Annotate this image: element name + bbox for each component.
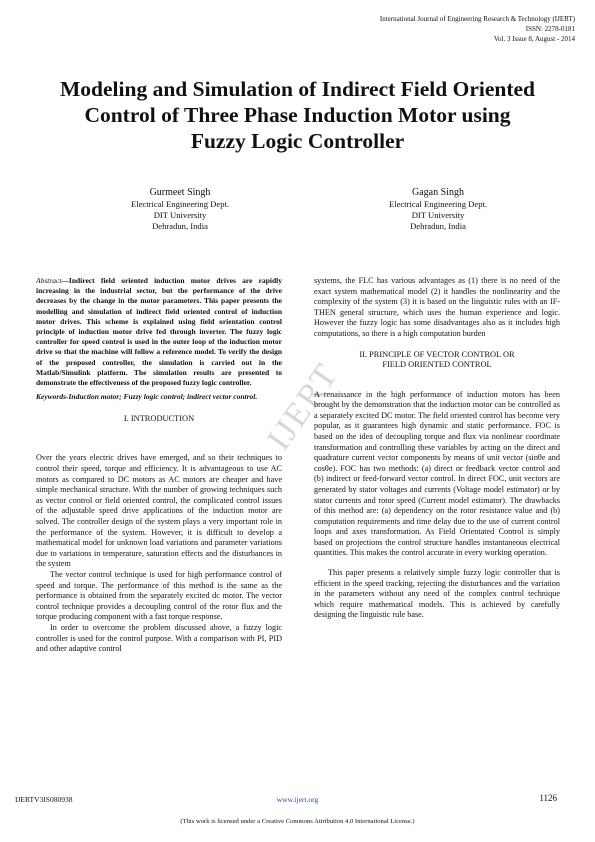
paper-id: IJERTV3IS080938 xyxy=(15,795,73,804)
author-name: Gagan Singh xyxy=(412,187,464,198)
intro-paragraph-2: The vector control technique is used for high performance control of speed and torque. The performance of this method is the same as the performance is obtained from the separately excited dc motor. The vector control technique provides a decoupling control of the rotor flux and the torque producing component with a fast torque response. xyxy=(36,569,282,622)
left-column xyxy=(36,276,282,655)
section-heading-introduction: I. INTRODUCTION xyxy=(123,414,195,424)
volume-issue: Vol. 3 Issue 8, August - 2014 xyxy=(493,35,575,43)
author-university: DIT University xyxy=(153,210,207,220)
watermark: IJERT xyxy=(260,356,346,457)
author-name: Gurmeet Singh xyxy=(149,187,211,198)
author-dept: Electrical Engineering Dept. xyxy=(388,199,488,209)
author-2 xyxy=(338,186,538,232)
right-column xyxy=(314,276,560,621)
author-dept: Electrical Engineering Dept. xyxy=(130,199,230,209)
keywords: Keywords-Induction motor; Fuzzy logic control; indirect vector control. xyxy=(36,392,258,402)
author-university: DIT University xyxy=(411,210,465,220)
foc-paragraph-1: A renaissance in the high performance of induction motors has been brought by the demonstration that the induction motor can be controlled as a separately excited DC motor. The field oriented control has become very popular, as it guarantees high dynamic and static performance. FOC is based on the idea of decoupling torque and flux via nonlinear coordinate transformation and controlling these variables by acting on the direct and quadrature current vector components by means of unit vector (sinθe and cosθe). FOC has two methods: (a) direct or feedback vector control and (b) indirect or feed-forward vector control. In direct FOC, unit vectors are generated by stator voltages and currents (Voltage model estimator) or by stator currents and rotor speed (Current model estimator). The drawbacks of this method are: (a) dependency on the rotor resistance value and (b) computation requirements and time delay due to the use of current control loops and axes transformation. As Field Orientated Control is simply based on projections the control structure handles instantaneous electrical quantities. This makes the control accurate in every working operation. xyxy=(314,389,560,558)
journal-header xyxy=(380,14,575,44)
author-city: Dehradun, India xyxy=(152,221,208,231)
abstract-lead: Abstract xyxy=(36,276,62,285)
journal-name: International Journal of Engineering Research & Technology (IJERT) xyxy=(379,15,575,23)
license-note: (This work is licensed under a Creative Commons Attribution 4.0 International License.) xyxy=(180,818,415,825)
section-heading-line-2: FIELD ORIENTED CONTROL xyxy=(382,359,492,369)
author-1 xyxy=(80,186,280,232)
journal-website-link[interactable]: www.ijert.org xyxy=(276,795,319,804)
foc-paragraph-2: This paper presents a relatively simple fuzzy logic controller that is efficient in the speed tracking, rejecting the disturbances and the variation in the parameters without any need of the complex control technique which require mathematical models. This is achieved by carefully designing the linguistic rule base. xyxy=(314,568,560,620)
paper-title: Modeling and Simulation of Indirect Field Oriented Control of Three Phase Induction Motor using Fuzzy Logic Controller xyxy=(60,77,536,153)
abstract-text: —Indirect field oriented induction motor drives are rapidly increasing in the industrial sector, but the performance of the drive decreases by the change in the motor parameters. This paper presents the modelling and simulation of indirect field oriented control of induction motor drives. This scheme is explained using field orientation control principle of induction motor drive fed through inverter. The fuzzy logic controller for speed control is used in the outer loop of the induction motor drive so that the machine will follow a reference model. To verify the design of the proposed controller, the simulation is carried out in the Matlab/Simulink platform. The simulation results are presented to demonstrate the effectiveness of the proposed fuzzy logic controller. xyxy=(36,276,282,388)
author-city: Dehradun, India xyxy=(410,221,466,231)
intro-paragraph-3: In order to overcome the problem discussed above, a fuzzy logic controller is used for the control purpose. With a comparison with PI, PID and other adaptive control xyxy=(36,622,282,654)
page-number: 1126 xyxy=(539,793,557,803)
intro-paragraph-1: Over the years electric drives have emerged, and so their techniques to control their speed, torque and efficiency. It is advantageous to use AC motors as compared to DC motors as AC motors are cheaper and have simple mechanical structure. With the number of growing techniques such as vector control or field oriented control, the complicated control issues of the adjustable speed drive applications of the induction motor are solved. The controller design of the system plays a very important role in the performance of the system. However, it is difficult to develop a mathematical model for unknown load variations and parameter variations due to variations in temperature, saturation effects and the disturbances in the system xyxy=(36,453,282,569)
section-heading-line-1: II. PRINCIPLE OF VECTOR CONTROL OR xyxy=(359,349,515,359)
issn: ISSN: 2278-0181 xyxy=(525,25,575,33)
abstract xyxy=(36,276,282,388)
right-paragraph-1: systems, the FLC has various advantages as (1) there is no need of the exact system mathematical model (2) it handles the nonlinearity and the complexity of the system (3) it is based on the linguistic rules with an IF-THEN general structure, which uses the human experience and logic. However the fuzzy logic has some disadvantages also as it includes high computations, so there is a high computation burden xyxy=(314,276,560,338)
section-heading-vector-control xyxy=(314,350,560,370)
